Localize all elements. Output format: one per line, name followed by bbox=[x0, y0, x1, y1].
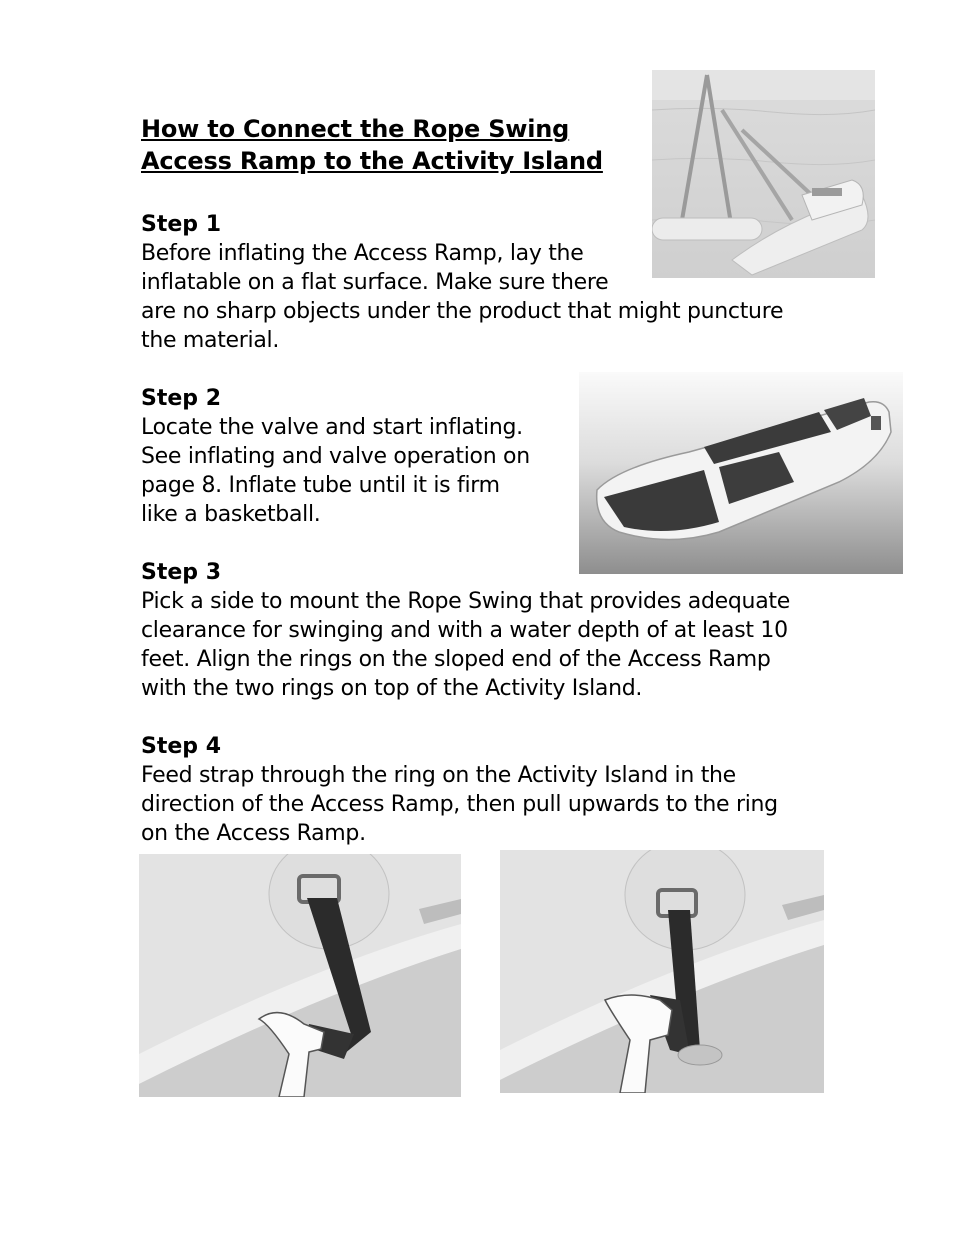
strap-feed-photo bbox=[139, 854, 461, 1097]
step-1-heading: Step 1 bbox=[141, 212, 221, 237]
step-4-line: on the Access Ramp. bbox=[141, 821, 366, 846]
step-3 bbox=[141, 558, 790, 703]
title-line-1: How to Connect the Rope Swing bbox=[141, 115, 570, 143]
step-2 bbox=[141, 384, 530, 529]
step-1-line: inflatable on a flat surface. Make sure there bbox=[141, 270, 609, 295]
step-4 bbox=[141, 732, 778, 848]
step-2-line: page 8. Inflate tube until it is firm bbox=[141, 473, 500, 498]
step-1-line: the material. bbox=[141, 328, 280, 353]
deflated-ramp-photo bbox=[579, 372, 903, 574]
step-2-text bbox=[141, 413, 530, 529]
step-4-line: direction of the Access Ramp, then pull upwards to the ring bbox=[141, 792, 778, 817]
step-1-text bbox=[141, 239, 783, 355]
step-4-line: Feed strap through the ring on the Activity Island in the bbox=[141, 763, 736, 788]
step-3-line: clearance for swinging and with a water depth of at least 10 bbox=[141, 618, 788, 643]
strap-pull-photo bbox=[500, 850, 824, 1093]
step-2-line: Locate the valve and start inflating. bbox=[141, 415, 523, 440]
step-2-line: like a basketball. bbox=[141, 502, 321, 527]
step-2-heading: Step 2 bbox=[141, 386, 221, 411]
step-3-line: with the two rings on top of the Activity Island. bbox=[141, 676, 643, 701]
step-4-heading: Step 4 bbox=[141, 734, 221, 759]
page-title bbox=[141, 113, 603, 177]
step-1-line: are no sharp objects under the product that might puncture bbox=[141, 299, 784, 324]
step-4-text bbox=[141, 761, 778, 848]
step-3-text bbox=[141, 587, 790, 703]
step-3-line: feet. Align the rings on the sloped end of the Access Ramp bbox=[141, 647, 771, 672]
step-1-line: Before inflating the Access Ramp, lay the bbox=[141, 241, 584, 266]
step-3-heading: Step 3 bbox=[141, 560, 221, 585]
step-3-line: Pick a side to mount the Rope Swing that provides adequate bbox=[141, 589, 790, 614]
step-2-line: See inflating and valve operation on bbox=[141, 444, 530, 469]
step-1 bbox=[141, 210, 783, 355]
title-line-2: Access Ramp to the Activity Island bbox=[141, 147, 603, 175]
